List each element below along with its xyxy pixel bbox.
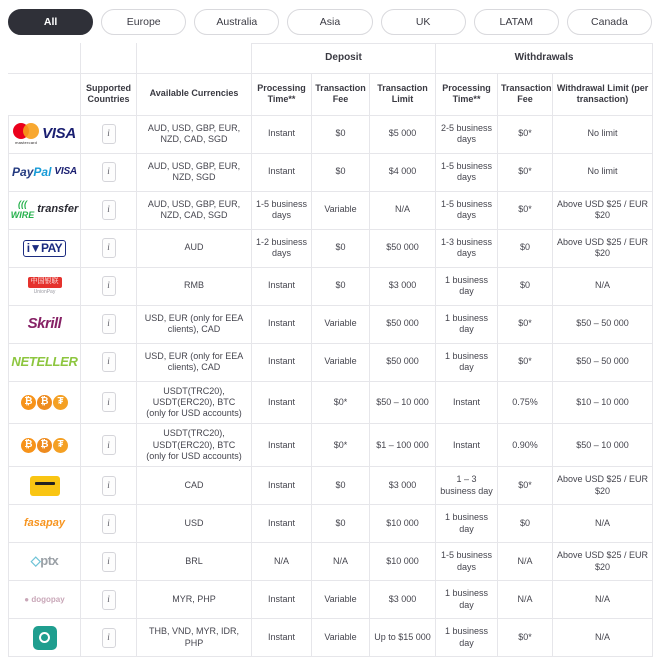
tab-uk[interactable]: UK [381, 9, 466, 35]
method-logo-cell [9, 543, 81, 581]
deposit-limit-cell: $1 – 100 000 [370, 424, 436, 467]
withdrawal-time-cell: Instant [436, 424, 498, 467]
method-logo-cell [9, 381, 81, 424]
tab-latam[interactable]: LATAM [474, 9, 559, 35]
unionpay-icon: 中国银联 UnionPay [28, 277, 62, 295]
header-withdrawal-transaction-fee: Transaction Fee [498, 73, 553, 115]
method-logo-cell [9, 581, 81, 619]
withdrawal-limit-cell: N/A [553, 505, 653, 543]
withdrawal-time-cell: 1-5 business days [436, 153, 498, 191]
deposit-limit-cell: $10 000 [370, 505, 436, 543]
withdrawal-time-cell: 1 business day [436, 305, 498, 343]
withdrawal-time-cell: Instant [436, 381, 498, 424]
withdrawal-time-cell: 1 business day [436, 343, 498, 381]
currencies-cell: AUD, USD, GBP, EUR, NZD, SGD [137, 153, 252, 191]
header-deposit-transaction-limit: Transaction Limit [370, 73, 436, 115]
table-row [9, 229, 653, 267]
deposit-time-cell: Instant [252, 424, 312, 467]
currencies-cell: USD, EUR (only for EEA clients), CAD [137, 343, 252, 381]
withdrawal-limit-cell: $50 – 50 000 [553, 343, 653, 381]
info-button[interactable]: i [102, 552, 116, 572]
withdrawal-limit-cell: N/A [553, 581, 653, 619]
info-button[interactable]: i [102, 314, 116, 334]
header-deposit-processing-time: Processing Time** [252, 73, 312, 115]
currencies-cell: AUD [137, 229, 252, 267]
currencies-cell: USDT(TRC20), USDT(ERC20), BTC (only for USD accounts) [137, 424, 252, 467]
deposit-limit-cell: $50 000 [370, 343, 436, 381]
payment-methods-table [8, 43, 653, 657]
header-spacer-currencies [137, 44, 252, 74]
withdrawal-time-cell: 1 business day [436, 581, 498, 619]
tab-canada[interactable]: Canada [567, 9, 652, 35]
withdrawal-time-cell: 1 business day [436, 619, 498, 657]
deposit-fee-cell: $0 [312, 267, 370, 305]
table-row [9, 543, 653, 581]
table-row [9, 381, 653, 424]
deposit-limit-cell: $50 000 [370, 305, 436, 343]
neteller-icon: NETELLER [11, 353, 78, 369]
deposit-limit-cell: $3 000 [370, 467, 436, 505]
withdrawal-fee-cell: $0* [498, 115, 553, 153]
header-withdrawal-processing-time: Processing Time** [436, 73, 498, 115]
supported-countries-cell [81, 115, 137, 153]
currencies-cell: USD, EUR (only for EEA clients), CAD [137, 305, 252, 343]
deposit-fee-cell: Variable [312, 581, 370, 619]
header-deposit-group: Deposit [252, 44, 436, 74]
supported-countries-cell [81, 267, 137, 305]
currencies-cell: AUD, USD, GBP, EUR, NZD, CAD, SGD [137, 191, 252, 229]
info-button[interactable]: i [102, 435, 116, 455]
withdrawal-fee-cell: N/A [498, 543, 553, 581]
crypto-icon: ₿ ₿ ₮ [21, 395, 68, 410]
table-row [9, 619, 653, 657]
table-row [9, 467, 653, 505]
withdrawal-limit-cell: Above USD $25 / EUR $20 [553, 229, 653, 267]
tab-all[interactable]: All [8, 9, 93, 35]
deposit-limit-cell: $50 000 [370, 229, 436, 267]
method-logo-cell [9, 467, 81, 505]
method-logo-cell [9, 505, 81, 543]
method-logo-cell [9, 343, 81, 381]
deposit-limit-cell: N/A [370, 191, 436, 229]
deposit-fee-cell: Variable [312, 191, 370, 229]
table-body [9, 115, 653, 657]
withdrawal-limit-cell: Above USD $25 / EUR $20 [553, 467, 653, 505]
currencies-cell: AUD, USD, GBP, EUR, NZD, CAD, SGD [137, 115, 252, 153]
withdrawal-time-cell: 1-3 business days [436, 229, 498, 267]
withdrawal-fee-cell: $0 [498, 267, 553, 305]
withdrawal-fee-cell: $0* [498, 343, 553, 381]
deposit-limit-cell: $3 000 [370, 581, 436, 619]
withdrawal-limit-cell: N/A [553, 619, 653, 657]
withdrawal-limit-cell: $10 – 10 000 [553, 381, 653, 424]
withdrawal-time-cell: 1-5 business days [436, 543, 498, 581]
deposit-fee-cell: $0 [312, 229, 370, 267]
info-button[interactable]: i [102, 352, 116, 372]
table-row [9, 424, 653, 467]
deposit-time-cell: Instant [252, 153, 312, 191]
ipay-icon: i▼PAY [23, 240, 66, 257]
method-logo-cell [9, 619, 81, 657]
deposit-time-cell: Instant [252, 305, 312, 343]
supported-countries-cell [81, 467, 137, 505]
withdrawal-time-cell: 1 business day [436, 267, 498, 305]
info-button[interactable]: i [102, 200, 116, 220]
deposit-fee-cell: $0 [312, 115, 370, 153]
deposit-fee-cell: $0* [312, 424, 370, 467]
withdrawal-fee-cell: N/A [498, 581, 553, 619]
method-logo-cell [9, 191, 81, 229]
withdrawal-fee-cell: $0* [498, 305, 553, 343]
method-logo-cell [9, 305, 81, 343]
table-header-row [9, 73, 653, 115]
skrill-icon: Skrill [27, 314, 62, 332]
table-row [9, 267, 653, 305]
deposit-time-cell: Instant [252, 381, 312, 424]
withdrawal-limit-cell: No limit [553, 115, 653, 153]
deposit-limit-cell: $10 000 [370, 543, 436, 581]
withdrawal-time-cell: 1-5 business days [436, 191, 498, 229]
deposit-time-cell: Instant [252, 115, 312, 153]
deposit-time-cell: N/A [252, 543, 312, 581]
supported-countries-cell [81, 543, 137, 581]
table-row [9, 153, 653, 191]
header-spacer-logo [9, 44, 81, 74]
currencies-cell: CAD [137, 467, 252, 505]
withdrawal-limit-cell: Above USD $25 / EUR $20 [553, 543, 653, 581]
visa-icon: VISA [42, 124, 76, 142]
deposit-limit-cell: $50 – 10 000 [370, 381, 436, 424]
header-method [9, 73, 81, 115]
deposit-fee-cell: Variable [312, 343, 370, 381]
table-row [9, 505, 653, 543]
wire-transfer-icon: ((( WIRE transfer [10, 198, 79, 220]
interac-icon [30, 476, 60, 496]
supported-countries-cell [81, 191, 137, 229]
withdrawal-fee-cell: $0* [498, 191, 553, 229]
deposit-time-cell: Instant [252, 505, 312, 543]
supported-countries-cell [81, 153, 137, 191]
withdrawal-fee-cell: $0* [498, 619, 553, 657]
deposit-fee-cell: $0 [312, 467, 370, 505]
withdrawal-time-cell: 1 – 3 business day [436, 467, 498, 505]
info-button[interactable]: i [102, 476, 116, 496]
deposit-fee-cell: N/A [312, 543, 370, 581]
deposit-time-cell: Instant [252, 619, 312, 657]
withdrawal-fee-cell: $0* [498, 467, 553, 505]
deposit-limit-cell: $4 000 [370, 153, 436, 191]
deposit-time-cell: 1-5 business days [252, 191, 312, 229]
info-button[interactable]: i [102, 276, 116, 296]
currencies-cell: RMB [137, 267, 252, 305]
deposit-fee-cell: Variable [312, 305, 370, 343]
withdrawal-limit-cell: $50 – 50 000 [553, 305, 653, 343]
info-button[interactable]: i [102, 628, 116, 648]
method-logo-cell [9, 115, 81, 153]
currencies-cell: USD [137, 505, 252, 543]
info-button[interactable]: i [102, 392, 116, 412]
header-withdrawal-limit: Withdrawal Limit (per transaction) [553, 73, 653, 115]
currencies-cell: USDT(TRC20), USDT(ERC20), BTC (only for USD accounts) [137, 381, 252, 424]
deposit-time-cell: Instant [252, 267, 312, 305]
withdrawal-limit-cell: $50 – 10 000 [553, 424, 653, 467]
local-payment-icon [33, 626, 57, 650]
crypto-icon: ₿ ₿ ₮ [21, 438, 68, 453]
deposit-time-cell: Instant [252, 343, 312, 381]
deposit-fee-cell: Variable [312, 619, 370, 657]
table-row [9, 581, 653, 619]
withdrawal-limit-cell: N/A [553, 267, 653, 305]
deposit-time-cell: Instant [252, 467, 312, 505]
currencies-cell: MYR, PHP [137, 581, 252, 619]
withdrawal-fee-cell: $0 [498, 505, 553, 543]
withdrawal-limit-cell: Above USD $25 / EUR $20 [553, 191, 653, 229]
info-button[interactable]: i [102, 238, 116, 258]
header-withdrawals-group: Withdrawals [436, 44, 653, 74]
currencies-cell: BRL [137, 543, 252, 581]
header-available-currencies: Available Currencies [137, 73, 252, 115]
dokupay-icon: ● dogopay [24, 594, 65, 604]
table-row [9, 305, 653, 343]
supported-countries-cell [81, 424, 137, 467]
mastercard-icon: mastercard [13, 123, 39, 145]
fasapay-icon: fasapay [24, 516, 65, 529]
method-logo-cell [9, 153, 81, 191]
deposit-time-cell: 1-2 business days [252, 229, 312, 267]
deposit-time-cell: Instant [252, 581, 312, 619]
deposit-fee-cell: $0 [312, 153, 370, 191]
header-deposit-transaction-fee: Transaction Fee [312, 73, 370, 115]
withdrawal-limit-cell: No limit [553, 153, 653, 191]
supported-countries-cell [81, 505, 137, 543]
info-button[interactable]: i [102, 514, 116, 534]
withdrawal-time-cell: 2-5 business days [436, 115, 498, 153]
withdrawal-fee-cell: $0 [498, 229, 553, 267]
deposit-limit-cell: $5 000 [370, 115, 436, 153]
supported-countries-cell [81, 305, 137, 343]
table-row [9, 115, 653, 153]
ptx-icon: ◇ptx [30, 553, 59, 569]
method-logo-cell [9, 267, 81, 305]
deposit-fee-cell: $0 [312, 505, 370, 543]
withdrawal-fee-cell: 0.90% [498, 424, 553, 467]
tab-asia[interactable]: Asia [287, 9, 372, 35]
supported-countries-cell [81, 581, 137, 619]
supported-countries-cell [81, 229, 137, 267]
withdrawal-fee-cell: 0.75% [498, 381, 553, 424]
withdrawal-fee-cell: $0* [498, 153, 553, 191]
header-spacer-countries [81, 44, 137, 74]
visa-icon: VISA [54, 165, 77, 177]
region-tabs [8, 6, 652, 43]
currencies-cell: THB, VND, MYR, IDR, PHP [137, 619, 252, 657]
supported-countries-cell [81, 381, 137, 424]
table-row [9, 343, 653, 381]
method-logo-cell [9, 229, 81, 267]
header-supported-countries: Supported Countries [81, 73, 137, 115]
deposit-limit-cell: Up to $15 000 [370, 619, 436, 657]
tab-australia[interactable]: Australia [194, 9, 279, 35]
table-group-header-row [9, 44, 653, 74]
deposit-fee-cell: $0* [312, 381, 370, 424]
tab-europe[interactable]: Europe [101, 9, 186, 35]
info-button[interactable]: i [102, 162, 116, 182]
table-row [9, 191, 653, 229]
withdrawal-time-cell: 1 business day [436, 505, 498, 543]
supported-countries-cell [81, 619, 137, 657]
info-button[interactable]: i [102, 590, 116, 610]
method-logo-cell [9, 424, 81, 467]
deposit-limit-cell: $3 000 [370, 267, 436, 305]
info-button[interactable]: i [102, 124, 116, 144]
supported-countries-cell [81, 343, 137, 381]
paypal-icon: PayPal [12, 164, 52, 179]
